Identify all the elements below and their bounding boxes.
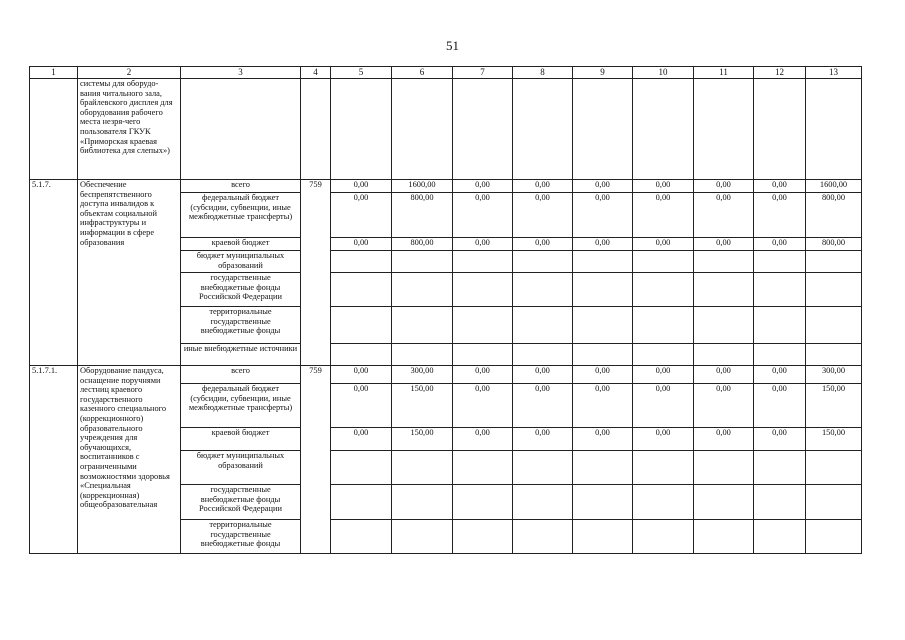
value-cell: [754, 307, 806, 344]
header-col-10: 10: [633, 67, 694, 79]
value-cell: [754, 344, 806, 366]
empty-cell: [453, 79, 513, 180]
value-cell: 0,00: [453, 428, 513, 451]
funding-source-cell: бюджет муниципальных образований: [181, 451, 301, 485]
header-col-2: 2: [78, 67, 181, 79]
value-cell: 800,00: [392, 193, 453, 238]
value-cell: [453, 520, 513, 554]
value-cell: 150,00: [806, 428, 862, 451]
value-cell: [453, 307, 513, 344]
empty-cell: [694, 79, 754, 180]
value-cell: [754, 485, 806, 520]
value-cell: 0,00: [754, 180, 806, 193]
value-cell: [573, 273, 633, 307]
budget-table: [29, 66, 862, 554]
value-cell: [754, 451, 806, 485]
value-cell: 300,00: [392, 366, 453, 384]
header-col-4: 4: [301, 67, 331, 79]
value-cell: [331, 251, 392, 273]
empty-cell: [806, 79, 862, 180]
value-cell: 800,00: [806, 193, 862, 238]
value-cell: [633, 485, 694, 520]
value-cell: [331, 307, 392, 344]
value-cell: [392, 485, 453, 520]
value-cell: 1600,00: [806, 180, 862, 193]
value-cell: [331, 451, 392, 485]
value-cell: 0,00: [633, 384, 694, 428]
value-cell: 0,00: [513, 366, 573, 384]
value-cell: [694, 485, 754, 520]
value-cell: 0,00: [453, 180, 513, 193]
header-col-9: 9: [573, 67, 633, 79]
continuation-row: [30, 79, 862, 180]
value-cell: 0,00: [633, 193, 694, 238]
value-cell: 0,00: [694, 180, 754, 193]
value-cell: 0,00: [633, 428, 694, 451]
value-cell: 0,00: [694, 238, 754, 251]
value-cell: 0,00: [513, 180, 573, 193]
value-cell: 150,00: [806, 384, 862, 428]
funding-source-cell: иные внебюджетные источники: [181, 344, 301, 366]
value-cell: [513, 520, 573, 554]
value-cell: 0,00: [573, 428, 633, 451]
value-cell: [392, 307, 453, 344]
value-cell: 0,00: [633, 366, 694, 384]
value-cell: [513, 273, 573, 307]
value-cell: 0,00: [453, 366, 513, 384]
measure-name-cell: Обеспечение беспрепятственного доступа инвалидов к объектам социальной инфраструктуры и информации в сфере образования: [78, 180, 181, 366]
value-cell: [694, 307, 754, 344]
header-col-13: 13: [806, 67, 862, 79]
value-cell: 0,00: [754, 366, 806, 384]
value-cell: 150,00: [392, 384, 453, 428]
value-cell: [633, 451, 694, 485]
value-cell: [392, 451, 453, 485]
funding-source-cell: бюджет муниципальных образований: [181, 251, 301, 273]
value-cell: 0,00: [513, 193, 573, 238]
funding-source-cell: краевой бюджет: [181, 238, 301, 251]
header-col-7: 7: [453, 67, 513, 79]
value-cell: [513, 451, 573, 485]
value-cell: 300,00: [806, 366, 862, 384]
value-cell: [633, 520, 694, 554]
value-cell: 0,00: [331, 428, 392, 451]
measure-number-cell: [30, 79, 78, 180]
value-cell: 0,00: [453, 384, 513, 428]
value-cell: [806, 520, 862, 554]
value-cell: 0,00: [573, 180, 633, 193]
value-cell: 0,00: [694, 428, 754, 451]
empty-cell: [181, 79, 301, 180]
value-cell: 0,00: [513, 428, 573, 451]
value-cell: [694, 344, 754, 366]
value-cell: 800,00: [806, 238, 862, 251]
empty-cell: [754, 79, 806, 180]
value-cell: [754, 520, 806, 554]
value-cell: [573, 485, 633, 520]
value-cell: 0,00: [694, 366, 754, 384]
value-cell: [806, 307, 862, 344]
value-cell: 0,00: [754, 384, 806, 428]
header-col-3: 3: [181, 67, 301, 79]
value-cell: [694, 273, 754, 307]
empty-cell: [392, 79, 453, 180]
value-cell: 0,00: [331, 238, 392, 251]
value-cell: [633, 307, 694, 344]
empty-cell: [573, 79, 633, 180]
value-cell: 0,00: [694, 193, 754, 238]
value-cell: [573, 307, 633, 344]
grbs-code-cell: 759: [301, 180, 331, 366]
value-cell: 0,00: [331, 384, 392, 428]
value-cell: 0,00: [573, 384, 633, 428]
empty-cell: [633, 79, 694, 180]
value-cell: 0,00: [453, 193, 513, 238]
table-row: [30, 366, 862, 384]
value-cell: 0,00: [513, 384, 573, 428]
value-cell: 0,00: [573, 193, 633, 238]
header-row: [30, 67, 862, 79]
value-cell: 0,00: [633, 238, 694, 251]
value-cell: [331, 485, 392, 520]
header-col-5: 5: [331, 67, 392, 79]
funding-source-cell: государственные внебюджетные фонды Российской Федерации: [181, 273, 301, 307]
measure-number-cell: 5.1.7.: [30, 180, 78, 366]
value-cell: [573, 251, 633, 273]
value-cell: [633, 251, 694, 273]
value-cell: [331, 520, 392, 554]
value-cell: [633, 273, 694, 307]
funding-source-cell: всего: [181, 366, 301, 384]
value-cell: 150,00: [392, 428, 453, 451]
value-cell: [392, 344, 453, 366]
funding-source-cell: краевой бюджет: [181, 428, 301, 451]
value-cell: [573, 451, 633, 485]
value-cell: [694, 251, 754, 273]
value-cell: [754, 251, 806, 273]
empty-cell: [301, 79, 331, 180]
value-cell: [573, 344, 633, 366]
value-cell: [806, 273, 862, 307]
funding-source-cell: федеральный бюджет (субсидии, субвенции, иные межбюджетные трансферты): [181, 193, 301, 238]
value-cell: 0,00: [694, 384, 754, 428]
value-cell: [513, 251, 573, 273]
value-cell: 0,00: [633, 180, 694, 193]
value-cell: [806, 251, 862, 273]
value-cell: 0,00: [754, 193, 806, 238]
value-cell: 0,00: [513, 238, 573, 251]
grbs-code-cell: 759: [301, 366, 331, 554]
header-col-8: 8: [513, 67, 573, 79]
value-cell: [392, 520, 453, 554]
funding-source-cell: федеральный бюджет (субсидии, субвенции, иные межбюджетные трансферты): [181, 384, 301, 428]
value-cell: 800,00: [392, 238, 453, 251]
value-cell: [573, 520, 633, 554]
value-cell: 0,00: [331, 180, 392, 193]
table-row: [30, 180, 862, 193]
value-cell: [453, 451, 513, 485]
value-cell: 0,00: [453, 238, 513, 251]
page-number: 51: [446, 38, 459, 53]
value-cell: [331, 273, 392, 307]
funding-source-cell: всего: [181, 180, 301, 193]
header-col-1: 1: [30, 67, 78, 79]
header-col-12: 12: [754, 67, 806, 79]
value-cell: [331, 344, 392, 366]
value-cell: [754, 273, 806, 307]
value-cell: [806, 451, 862, 485]
measure-number-cell: 5.1.7.1.: [30, 366, 78, 554]
value-cell: [392, 273, 453, 307]
value-cell: 1600,00: [392, 180, 453, 193]
value-cell: [513, 485, 573, 520]
value-cell: [392, 251, 453, 273]
empty-cell: [331, 79, 392, 180]
value-cell: [453, 251, 513, 273]
value-cell: [806, 485, 862, 520]
value-cell: 0,00: [331, 193, 392, 238]
funding-source-cell: территориальные государственные внебюджетные фонды: [181, 307, 301, 344]
value-cell: [453, 485, 513, 520]
value-cell: 0,00: [573, 366, 633, 384]
value-cell: [513, 344, 573, 366]
empty-cell: [513, 79, 573, 180]
measure-name-cell: системы для оборудо-вания читального зала, брайлевского дисплея для оборудования рабочего места незря-чего пользователя ГКУК «Приморская краевая библиотека для слепых»): [78, 79, 181, 180]
value-cell: [453, 273, 513, 307]
value-cell: [694, 451, 754, 485]
measure-name-cell: Оборудование пандуса, оснащение поручнями лестниц краевого государственного казенного специального (коррекционного) образовательного учреждения для обучающихся, воспитанников с ограниченными возможностями здоровья «Специальная (коррекционная) общеобразовательная: [78, 366, 181, 554]
value-cell: [806, 344, 862, 366]
header-col-11: 11: [694, 67, 754, 79]
header-col-6: 6: [392, 67, 453, 79]
value-cell: 0,00: [754, 238, 806, 251]
value-cell: 0,00: [573, 238, 633, 251]
value-cell: [453, 344, 513, 366]
value-cell: 0,00: [754, 428, 806, 451]
funding-source-cell: территориальные государственные внебюджетные фонды: [181, 520, 301, 554]
value-cell: [694, 520, 754, 554]
value-cell: [633, 344, 694, 366]
funding-source-cell: государственные внебюджетные фонды Российской Федерации: [181, 485, 301, 520]
value-cell: [513, 307, 573, 344]
value-cell: 0,00: [331, 366, 392, 384]
